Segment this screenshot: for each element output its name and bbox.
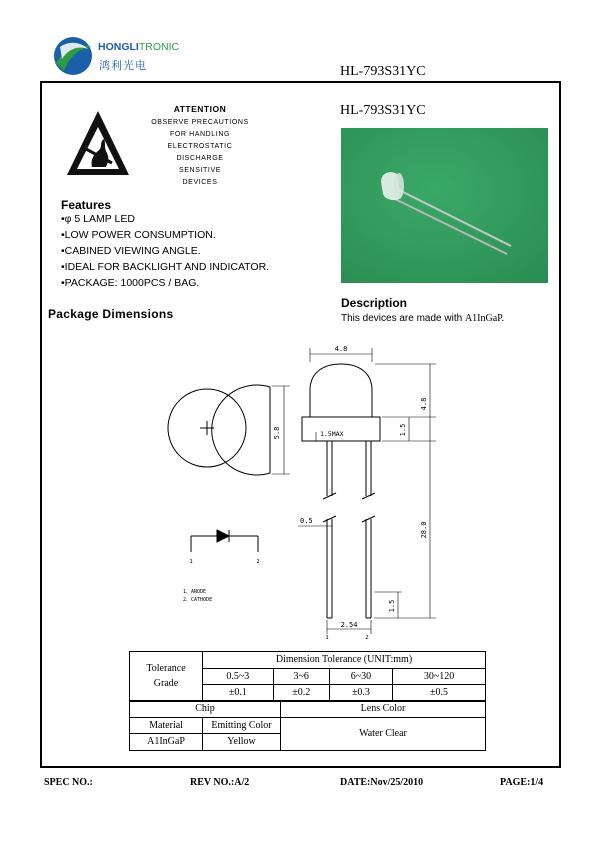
schematic-pin-2: 2 [256, 559, 260, 565]
attention-line: OBSERVE PRECAUTIONS [151, 119, 249, 126]
attention-line: DEVICES [182, 179, 218, 186]
package-heading: Package Dimensions [48, 307, 174, 321]
attention-line: ELECTROSTATIC [167, 143, 233, 150]
pin-1-label: 1 [325, 635, 329, 641]
tolerance-range: 3~6 [273, 668, 329, 685]
legend-cathode: 2、CATHODE [183, 597, 213, 603]
dim-lead-length: 28.0 [420, 521, 428, 539]
dim-lead-width: 0.5 [300, 517, 313, 525]
dim-flange-dia: 5.8 [273, 426, 281, 440]
schematic-pin-1: 1 [189, 559, 193, 565]
tolerance-header: Dimension Tolerance (UNIT:mm) [203, 652, 486, 669]
footer-page: PAGE:1/4 [500, 777, 544, 788]
description-heading: Description [341, 296, 408, 310]
description-prefix: This devices are made with [341, 313, 465, 324]
dim-flange-height: 1.5 [399, 423, 407, 437]
tolerance-value: ±0.2 [273, 685, 329, 702]
tolerance-grade-label: Tolerance [146, 663, 186, 675]
features-heading: Features [61, 198, 112, 212]
tolerance-grade-cell [130, 652, 203, 702]
lens-color-value: Water Clear [281, 717, 486, 750]
tolerance-value: ±0.5 [393, 685, 486, 702]
feature-item: •PACKAGE: 1000PCS / BAG. [61, 277, 200, 289]
side-view-drawing [302, 364, 380, 618]
tolerance-grade-label-2: Grade [153, 678, 179, 690]
lens-header: Lens Color [281, 701, 486, 718]
top-view-drawing [168, 385, 290, 475]
logo-brand-bold: HONGLI [98, 41, 139, 53]
material-value: A1InGaP [130, 734, 203, 751]
pin-2-label: 2 [365, 635, 369, 641]
chip-table [129, 700, 486, 751]
feature-item: •CABINED VIEWING ANGLE. [61, 245, 201, 257]
dim-pitch: 2.54 [340, 621, 358, 629]
dim-width: 4.8 [334, 345, 348, 353]
tolerance-table [129, 651, 486, 702]
dimension-lines [298, 348, 436, 634]
header-part-number: HL-793S31YC [340, 64, 426, 79]
footer-rev-no: REV NO.:A/2 [190, 777, 250, 788]
legend-anode: 1、ANODE [183, 589, 207, 595]
attention-line: FOR HANDLING [169, 131, 231, 138]
attention-title: ATTENTION [173, 104, 227, 114]
feature-item: •φ 5 LAMP LED [61, 213, 135, 225]
material-label: Material [130, 717, 203, 734]
dim-lead-step: 1.5 [388, 599, 396, 613]
tolerance-value: ±0.1 [203, 685, 274, 702]
diode-symbol-icon [191, 530, 258, 552]
tolerance-value: ±0.3 [329, 685, 392, 702]
tolerance-range: 6~30 [329, 668, 392, 685]
footer-date: DATE:Nov/25/2010 [340, 777, 424, 788]
footer-spec-no: SPEC NO.: [44, 777, 93, 788]
emitting-label: Emitting Color [203, 717, 281, 734]
logo-brand-light: TRONIC [138, 41, 180, 53]
attention-line: DISCHARGE [176, 155, 224, 162]
feature-item: •IDEAL FOR BACKLIGHT AND INDICATOR. [61, 261, 270, 273]
tolerance-range: 0.5~3 [203, 668, 274, 685]
emitting-color-value: Yellow [203, 734, 281, 751]
logo-chinese: 鸿利光电 [99, 60, 147, 72]
description-material: A1InGaP. [464, 313, 505, 324]
dim-dome-height: 4.8 [420, 397, 428, 411]
feature-item: •LOW POWER CONSUMPTION. [61, 229, 216, 241]
tolerance-range: 30~120 [393, 668, 486, 685]
chip-header: Chip [130, 701, 281, 718]
dim-meniscus: 1.5MAX [320, 430, 344, 438]
product-title: HL-793S31YC [340, 103, 426, 118]
attention-line: SENSITIVE [179, 167, 221, 174]
